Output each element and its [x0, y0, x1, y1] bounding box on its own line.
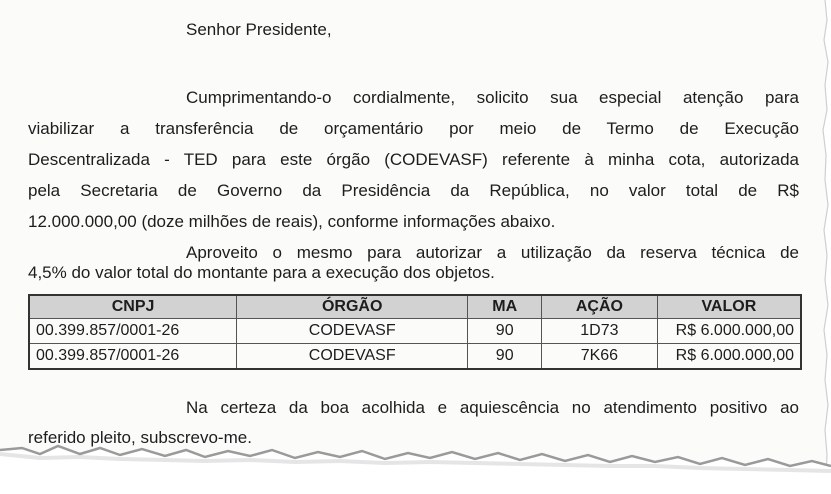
torn-edge-right: [817, 0, 831, 494]
paragraph-1-line-3: Descentralizada - TED para este órgão (CODEVASF) referente à minha cota, autorizada: [28, 150, 799, 169]
cell-orgao: CODEVASF: [237, 319, 468, 344]
table-row: [29, 344, 801, 370]
cell-ma: 90: [468, 344, 542, 370]
cell-orgao: CODEVASF: [237, 344, 468, 370]
header-cnpj: CNPJ: [29, 295, 237, 319]
cell-cnpj: 00.399.857/0001-26: [29, 319, 237, 344]
cell-acao: 1D73: [542, 319, 658, 344]
torn-edge-bottom: [0, 424, 831, 494]
paragraph-1-line-1: Cumprimentando-o cordialmente, solicito sua especial atenção para: [186, 88, 799, 107]
cell-ma: 90: [468, 319, 542, 344]
paragraph-1-line-4: pela Secretaria de Governo da Presidência da República, no valor total de R$: [28, 181, 799, 200]
cell-valor: R$ 6.000.000,00: [657, 344, 801, 370]
table-row: [29, 319, 801, 344]
header-ma: MA: [468, 295, 542, 319]
paragraph-1-line-2: viabilizar a transferência de orçamentário por meio de Termo de Execução: [28, 119, 799, 138]
header-orgao: ÓRGÃO: [237, 295, 468, 319]
ted-table: [28, 294, 802, 370]
paragraph-2-line-2: 4,5% do valor total do montante para a execução dos objetos.: [28, 263, 495, 282]
paragraph-3-line-1: Na certeza da boa acolhida e aquiescência no atendimento positivo ao: [186, 398, 799, 417]
cell-valor: R$ 6.000.000,00: [657, 319, 801, 344]
cell-acao: 7K66: [542, 344, 658, 370]
salutation: Senhor Presidente,: [186, 20, 332, 39]
paragraph-1-line-5: 12.000.000,00 (doze milhões de reais), conforme informações abaixo.: [28, 212, 556, 231]
header-valor: VALOR: [657, 295, 801, 319]
paragraph-3-line-2: referido pleito, subscrevo-me.: [28, 428, 252, 447]
table-header-row: [29, 295, 801, 319]
paragraph-2-line-1: Aproveito o mesmo para autorizar a utilização da reserva técnica de: [186, 243, 799, 262]
cell-cnpj: 00.399.857/0001-26: [29, 344, 237, 370]
header-acao: AÇÃO: [542, 295, 658, 319]
